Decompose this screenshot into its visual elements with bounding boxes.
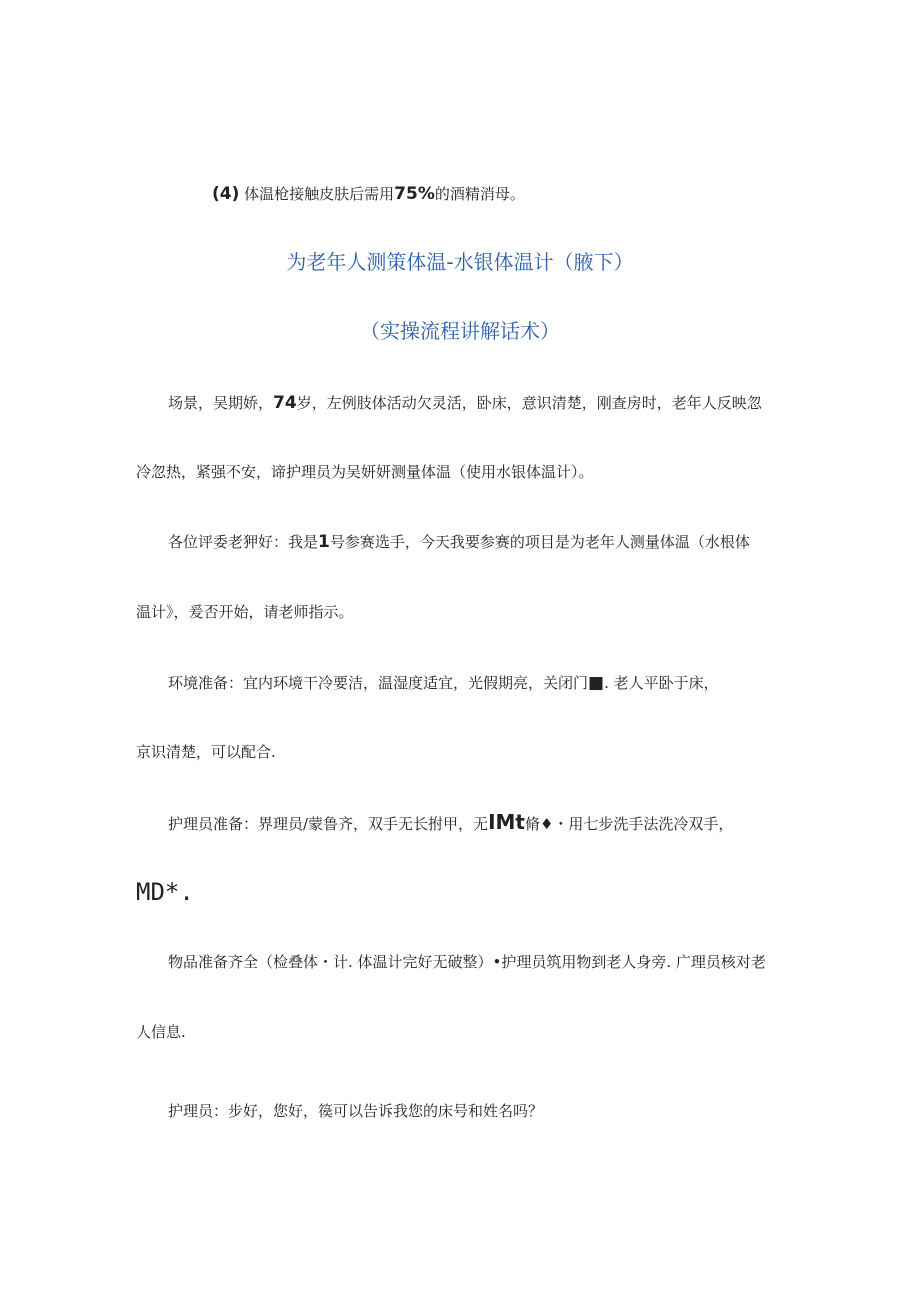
page-subtitle: （实操流程讲解话术）: [360, 319, 560, 343]
scene-text-b: 岁，左例肢体活动欠灵活，卧床，意识清楚，刚查房时，老年人反映忽: [296, 394, 762, 412]
scene-paragraph-line-1: [168, 393, 762, 413]
greeting-number: 1: [318, 532, 330, 552]
scene-paragraph-line-2: 冷忽热，紧强不安，谛护理员为吴妍妍测量体温（使用水银体温计）。: [136, 463, 594, 481]
scene-age: 74: [273, 393, 297, 413]
page-title: 为老年人测策体温-水银体温计（腋下）: [286, 250, 634, 274]
dialogue-paragraph-line-1: 护理员：步好，您好，篌可以告诉我您的床号和姓名吗？: [168, 1102, 544, 1120]
note-text-b: 的酒精消母。: [434, 185, 525, 203]
caregiver-text-a: 护理员准备：界理员/蒙鲁齐，双手无长拊甲，无: [168, 815, 489, 833]
caregiver-text-b: 脩♦・用七步洗手法洗冷双手，: [524, 815, 734, 833]
scene-text-a: 场景，吴期娇，: [168, 394, 274, 412]
supplies-paragraph-line-2: 人信息.: [136, 1023, 186, 1041]
greeting-paragraph-line-1: [168, 532, 750, 552]
environment-square: ■: [588, 673, 605, 693]
greeting-text-a: 各位评委老狎好：我是: [168, 533, 319, 551]
supplies-paragraph-line-1: 物品准备齐全（检叠体・计. 体温计完好无破整）•护理员筑用物到老人身旁. 广理员核对老: [168, 953, 766, 971]
greeting-text-b: 号参赛选手，今天我要参赛的项目是为老年人测量体温（水根体: [329, 533, 750, 551]
environment-text-b: . 老人平卧于床，: [604, 674, 719, 692]
environment-paragraph-line-2: 京识清楚，可以配合.: [136, 743, 276, 761]
caregiver-paragraph-line-2: MD*.: [136, 878, 194, 906]
note-number: (4): [212, 184, 240, 204]
greeting-paragraph-line-2: 温计》，爰否开始，请老师指示。: [136, 603, 354, 621]
note-percent: 75%: [394, 184, 435, 204]
caregiver-bold-text: IMt: [488, 810, 525, 834]
environment-text-a: 环境准备：宜内环境干冷要洁，温湿度适宜，光假期亮，关闭门: [168, 674, 589, 692]
environment-paragraph-line-1: [168, 673, 719, 693]
note-item-4: [212, 184, 525, 204]
caregiver-paragraph-line-1: [168, 812, 733, 834]
note-text-a: 体温枪接触皮肤后需用: [244, 185, 395, 203]
